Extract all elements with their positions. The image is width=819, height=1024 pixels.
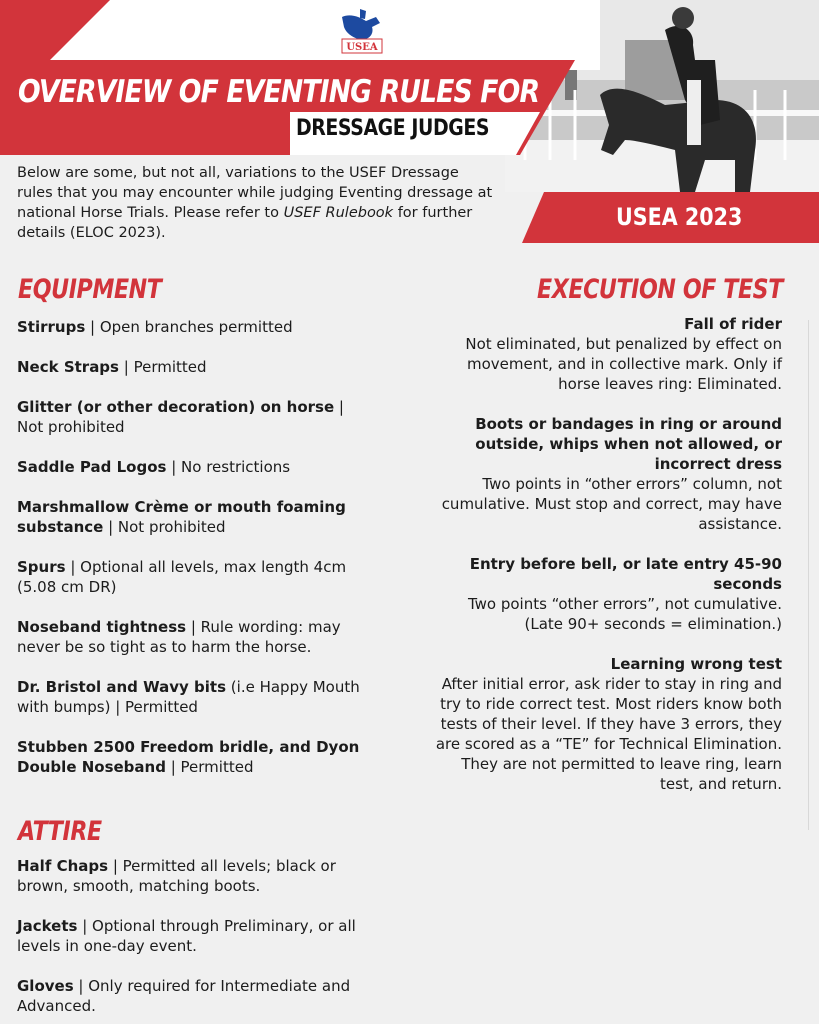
list-item: Marshmallow Crème or mouth foaming substance | Not prohibited (17, 498, 346, 536)
page-title: OVERVIEW OF EVENTING RULES FOR (18, 74, 540, 110)
usea-logo (336, 3, 388, 55)
list-item: Neck Straps | Permitted (17, 358, 207, 376)
execution-list (430, 314, 782, 814)
list-item: Jackets | Optional through Preliminary, or all levels in one-day event. (17, 917, 356, 955)
attire-list (17, 856, 372, 1024)
year-badge-text: USEA 2023 (616, 203, 743, 231)
list-item: Half Chaps | Permitted all levels; black or brown, smooth, matching boots. (17, 857, 336, 895)
list-item: Boots or bandages in ring or around outside, whips when not allowed, or incorrect dress Two points in “other errors” column, not cumulative. Must stop and correct, may have assistance. (441, 415, 782, 533)
intro-paragraph: Below are some, but not all, variations to the USEF Dressage rules that you may encounter while judging Eventing dressage at national Horse Trials. Please refer to USEF Rulebook for further details (ELOC 2023). (17, 165, 493, 241)
list-item: Dr. Bristol and Wavy bits (i.e Happy Mouth with bumps) | Permitted (17, 678, 360, 716)
logo-text: USEA (346, 42, 378, 53)
list-item: Gloves | Only required for Intermediate and Advanced. (17, 977, 351, 1015)
list-item: Spurs | Optional all levels, max length 4cm (5.08 cm DR) (17, 558, 347, 596)
attire-heading: ATTIRE (18, 816, 102, 847)
list-item: Glitter (or other decoration) on horse | Not prohibited (17, 398, 344, 436)
equipment-list (17, 317, 372, 797)
rulebook-reference: USEF Rulebook (283, 205, 394, 221)
execution-heading: EXECUTION OF TEST (537, 274, 783, 305)
list-item: Saddle Pad Logos | No restrictions (17, 458, 291, 476)
list-item: Entry before bell, or late entry 45-90 seconds Two points “other errors”, not cumulative. (Late 90+ seconds = elimination.) (467, 555, 782, 633)
list-item: Noseband tightness | Rule wording: may never be so tight as to harm the horse. (17, 618, 341, 656)
list-item: Stirrups | Open branches permitted (17, 318, 293, 336)
page-subtitle: DRESSAGE JUDGES (296, 116, 490, 141)
list-item: Learning wrong test After initial error, ask rider to stay in ring and try to ride correct test. Most riders know both tests of their level. If they have 3 errors, they are scored as a “TE” for Technical Elimination. They are not permitted to leave ring, learn test, and return. (435, 655, 782, 793)
list-item: Stubben 2500 Freedom bridle, and Dyon Double Noseband | Permitted (17, 738, 360, 776)
column-divider (808, 320, 809, 830)
list-item: Fall of rider Not eliminated, but penalized by effect on movement, and in collective mark. Only if horse leaves ring: Eliminated. (465, 315, 782, 393)
equipment-heading: EQUIPMENT (18, 274, 162, 305)
